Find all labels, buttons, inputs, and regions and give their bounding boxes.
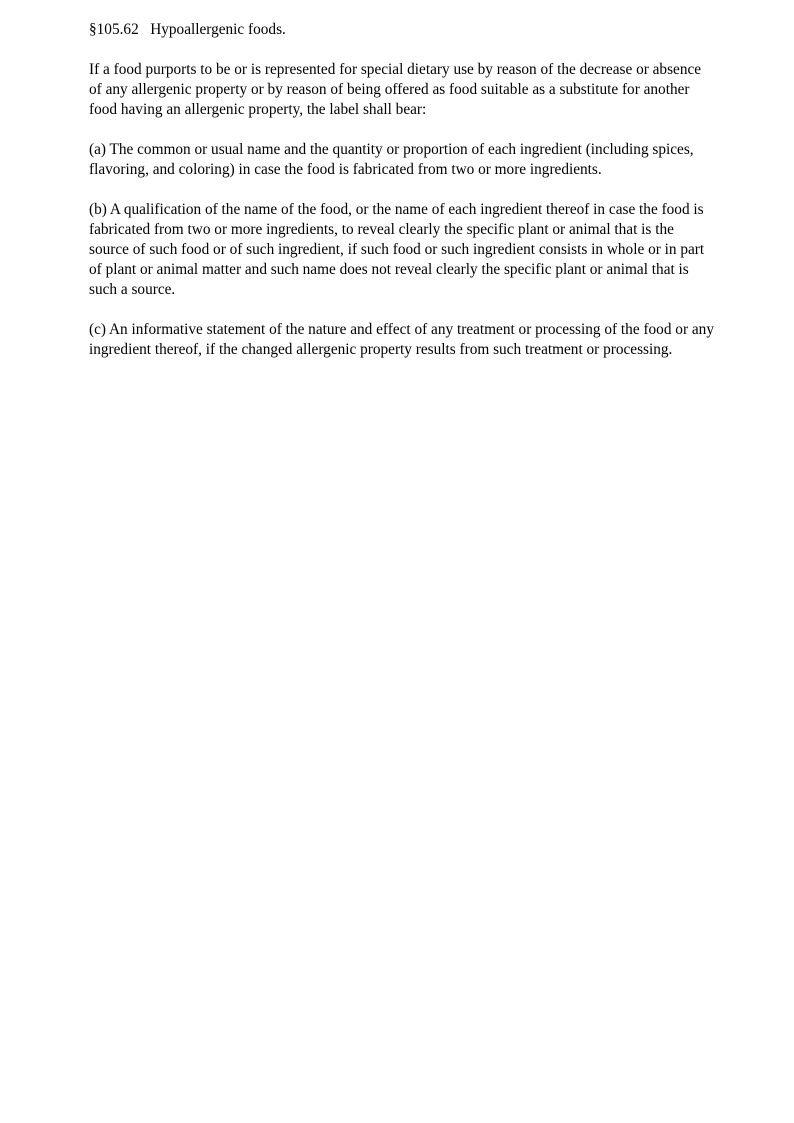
paragraph-b: (b) A qualification of the name of the food, or the name of each ingredient thereof in case the food is fabricated from two or more ingredients, to reveal clearly the specific plant or animal that is the source of such food or of such ingredient, if such food or such ingredient consists in whole or in part of plant or animal matter and such name does not reveal clearly the specific plant or animal that is such a source. (89, 201, 705, 298)
paragraph-c: (c) An informative statement of the nature and effect of any treatment or processing of the food or any ingredient thereof, if the changed allergenic property results from such treatment or processing. (89, 321, 714, 358)
section-heading (89, 20, 714, 40)
paragraph-a: (a) The common or usual name and the quantity or proportion of each ingredient (including spices, flavoring, and coloring) in case the food is fabricated from two or more ingredients. (89, 141, 694, 178)
section-number: §105.62 (89, 21, 139, 38)
document-page (89, 20, 714, 380)
intro-paragraph: If a food purports to be or is represented for special dietary use by reason of the decrease or absence of any allergenic property or by reason of being offered as food suitable as a substitute for another food having an allergenic property, the label shall bear: (89, 61, 702, 118)
section-title: Hypoallergenic foods. (150, 21, 286, 38)
